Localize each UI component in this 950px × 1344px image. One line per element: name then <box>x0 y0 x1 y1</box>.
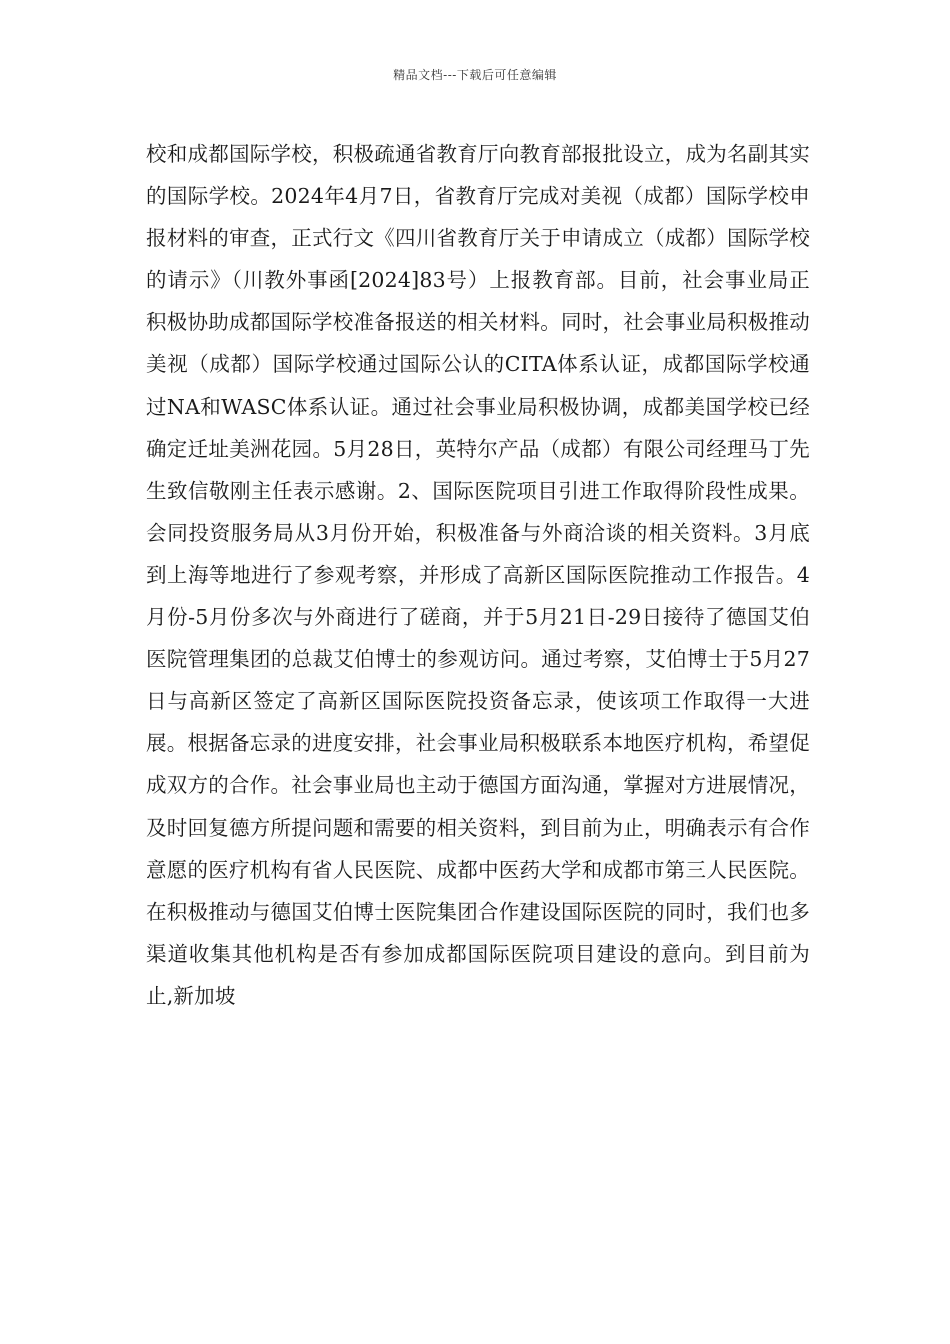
body-paragraph: 校和成都国际学校，积极疏通省教育厅向教育部报批设立，成为名副其实的国际学校。2024年4月7日，省教育厅完成对美视（成都）国际学校申报材料的审查，正式行文《四川省教育厅关于申请成立（成都）国际学校的请示》（川教外事函[2024]83号）上报教育部。目前，社会事业局正积极协助成都国际学校准备报送的相关材料。同时，社会事业局积极推动美视（成都）国际学校通过国际公认的CITA体系认证，成都国际学校通过NA和WASC体系认证。通过社会事业局积极协调，成都美国学校已经确定迁址美洲花园。5月28日，英特尔产品（成都）有限公司经理马丁先生致信敬刚主任表示感谢。2、国际医院项目引进工作取得阶段性成果。会同投资服务局从3月份开始，积极准备与外商洽谈的相关资料。3月底到上海等地进行了参观考察，并形成了高新区国际医院推动工作报告。4月份-5月份多次与外商进行了磋商，并于5月21日-29日接待了德国艾伯医院管理集团的总裁艾伯博士的参观访问。通过考察，艾伯博士于5月27日与高新区签定了高新区国际医院投资备忘录，使该项工作取得一大进展。根据备忘录的进度安排，社会事业局积极联系本地医疗机构，希望促成双方的合作。社会事业局也主动于德国方面沟通，掌握对方进展情况，及时回复德方所提问题和需要的相关资料，到目前为止，明确表示有合作意愿的医疗机构有省人民医院、成都中医药大学和成都市第三人民医院。在积极推动与德国艾伯博士医院集团合作建设国际医院的同时，我们也多渠道收集其他机构是否有参加成都国际医院项目建设的意向。到目前为止,新加坡 <box>146 142 810 1008</box>
page-header: 精品文档---下载后可任意编辑 <box>393 68 557 82</box>
